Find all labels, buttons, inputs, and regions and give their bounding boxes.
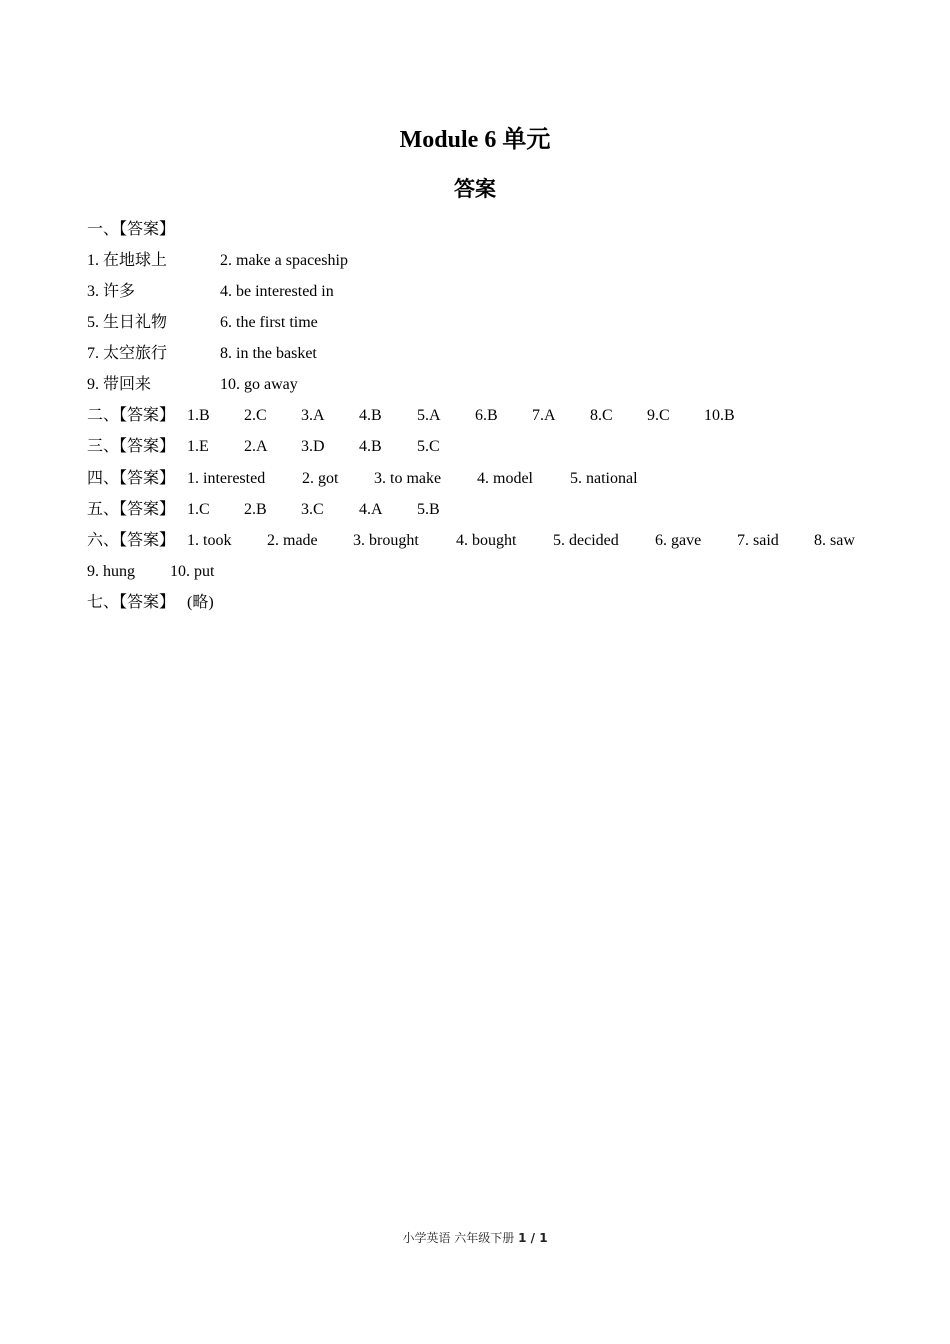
answer-item: 1.C [187, 501, 210, 518]
answer-item: 2. got [302, 470, 339, 487]
section1-row [87, 311, 487, 335]
section2-line [87, 404, 847, 428]
section4-prefix: 四、【答案】 [87, 470, 176, 487]
section1-en: 2. make a spaceship [220, 252, 348, 269]
answer-item: 6.B [475, 407, 498, 424]
answer-item: 3. brought [353, 532, 419, 549]
section4-line [87, 467, 847, 491]
answer-item: 6. gave [655, 532, 702, 549]
answer-item: 8. saw [814, 532, 855, 549]
section1-en: 10. go away [220, 376, 298, 393]
section3-line [87, 435, 847, 459]
answer-item: 7. said [737, 532, 779, 549]
section1-row [87, 373, 487, 397]
section1-row [87, 342, 487, 366]
answer-item: 1.B [187, 407, 210, 424]
section1-row [87, 280, 487, 304]
section1-cn: 1. 在地球上 [87, 252, 168, 269]
answer-item: 4.A [359, 501, 383, 518]
page-title: Module 6 单元 [399, 127, 551, 153]
page-number: 1 / 1 [518, 1231, 548, 1245]
section1-heading: 一、【答案】 [87, 221, 176, 238]
answer-item: 9.C [647, 407, 670, 424]
answer-item: 8.C [590, 407, 613, 424]
answer-item: 5.B [417, 501, 440, 518]
footer-label: 小学英语 六年级下册 [402, 1231, 515, 1245]
section1-en: 4. be interested in [220, 283, 334, 300]
answer-item: 4.B [359, 438, 382, 455]
answer-item: 5.C [417, 438, 440, 455]
answer-item: 4. model [477, 470, 533, 487]
section1-cn: 9. 带回来 [87, 376, 152, 393]
section7-prefix: 七、【答案】 [87, 594, 176, 611]
section3-prefix: 三、【答案】 [87, 438, 176, 455]
section7-line [87, 591, 387, 615]
answer-item: 1. took [187, 532, 232, 549]
section1-cn: 3. 许多 [87, 283, 136, 300]
answer-item: 1.E [187, 438, 209, 455]
answer-item: 2.B [244, 501, 267, 518]
section7-text: (略) [187, 594, 214, 611]
section6-prefix: 六、【答案】 [87, 532, 176, 549]
section5-prefix: 五、【答案】 [87, 501, 176, 518]
page-footer [0, 1229, 950, 1247]
section1-en: 6. the first time [220, 314, 318, 331]
section1-cn: 5. 生日礼物 [87, 314, 168, 331]
answer-item: 9. hung [87, 563, 135, 580]
answer-item: 10.B [704, 407, 735, 424]
answer-item: 10. put [170, 563, 215, 580]
answer-item: 4.B [359, 407, 382, 424]
section1-cn: 7. 太空旅行 [87, 345, 168, 362]
answer-item: 2.A [244, 438, 268, 455]
section1-en: 8. in the basket [220, 345, 317, 362]
answer-item: 4. bought [456, 532, 517, 549]
answer-item: 5. national [570, 470, 638, 487]
answer-item: 5. decided [553, 532, 619, 549]
section6-line-2 [87, 560, 387, 584]
answer-item: 3.A [301, 407, 325, 424]
section6-line [87, 529, 877, 553]
answer-item: 1. interested [187, 470, 266, 487]
section2-prefix: 二、【答案】 [87, 407, 176, 424]
answer-item: 2. made [267, 532, 318, 549]
answer-item: 3.C [301, 501, 324, 518]
answer-item: 3.D [301, 438, 325, 455]
section5-line [87, 498, 847, 522]
answer-item: 5.A [417, 407, 441, 424]
answer-item: 3. to make [374, 470, 442, 487]
page-subtitle: 答案 [454, 177, 496, 201]
answer-item: 7.A [532, 407, 556, 424]
section1-row [87, 249, 487, 273]
answer-item: 2.C [244, 407, 267, 424]
